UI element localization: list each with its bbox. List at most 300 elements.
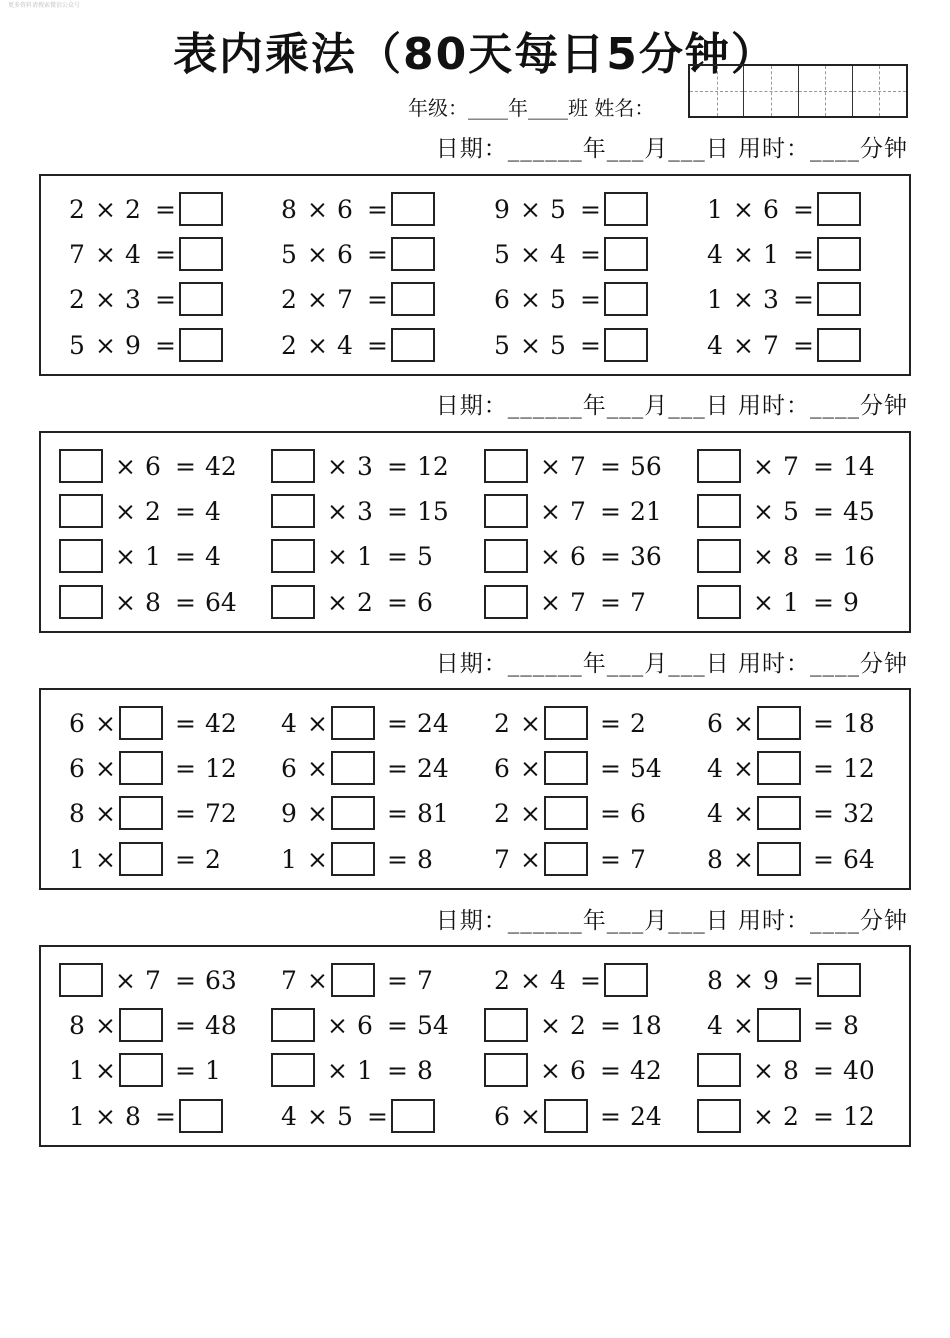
answer-box[interactable] [391,1099,435,1133]
multiplication-problem [484,840,684,880]
multiplication-problem [59,840,259,880]
answer-box[interactable] [484,585,528,619]
answer-box[interactable] [484,494,528,528]
answer-box[interactable] [757,842,801,876]
factor-value: 2 [69,285,85,314]
answer-box[interactable] [271,585,315,619]
answer-box[interactable] [119,706,163,740]
factor-value: 5 [550,285,566,314]
factor-value: 5 [494,240,510,269]
factor-value: 2 [125,195,141,224]
times-sign: × [95,1011,116,1040]
factor-value: 2 [494,709,510,738]
multiplication-problem [697,190,897,230]
times-sign: × [95,845,116,874]
times-sign: × [733,240,754,269]
factor-value: 2 [69,195,85,224]
factor-value: 8 [783,1056,799,1085]
times-sign: × [733,1011,754,1040]
product-value: 1 [205,1056,221,1085]
factor-value: 6 [337,240,353,269]
times-sign: × [733,799,754,828]
multiplication-problem [697,1097,897,1137]
multiplication-problem [271,492,471,532]
answer-box[interactable] [604,282,648,316]
factor-value: 1 [357,1056,373,1085]
factor-value: 4 [281,1102,297,1131]
answer-box[interactable] [697,1053,741,1087]
answer-box[interactable] [697,539,741,573]
answer-box[interactable] [817,963,861,997]
equals-sign: = [387,966,408,995]
equals-sign: = [600,799,621,828]
product-value: 2 [205,845,221,874]
multiplication-problem [271,704,471,744]
answer-box[interactable] [757,751,801,785]
factor-value: 1 [69,845,85,874]
times-sign: × [95,1056,116,1085]
product-value: 54 [630,754,662,783]
answer-box[interactable] [697,585,741,619]
times-sign: × [520,331,541,360]
answer-box[interactable] [271,539,315,573]
multiplication-problem [697,704,897,744]
multiplication-problem [59,235,259,275]
answer-box[interactable] [271,449,315,483]
exercise-box [39,945,911,1147]
times-sign: × [327,1011,348,1040]
product-value: 63 [205,966,237,995]
answer-box[interactable] [604,192,648,226]
factor-value: 6 [763,195,779,224]
times-sign: × [520,754,541,783]
factor-value: 8 [145,588,161,617]
answer-box[interactable] [697,1099,741,1133]
answer-box[interactable] [757,706,801,740]
multiplication-problem [484,961,684,1001]
equals-sign: = [600,542,621,571]
answer-box[interactable] [544,1099,588,1133]
answer-box[interactable] [179,237,223,271]
factor-value: 9 [281,799,297,828]
answer-box[interactable] [119,796,163,830]
multiplication-problem [484,280,684,320]
answer-box[interactable] [817,282,861,316]
factor-value: 2 [145,497,161,526]
times-sign: × [540,452,561,481]
times-sign: × [733,966,754,995]
factor-value: 8 [125,1102,141,1131]
factor-value: 4 [550,240,566,269]
factor-value: 7 [763,331,779,360]
product-value: 42 [630,1056,662,1085]
answer-box[interactable] [179,282,223,316]
equals-sign: = [813,1011,834,1040]
times-sign: × [307,709,328,738]
times-sign: × [115,497,136,526]
problem-row [41,235,909,275]
times-sign: × [307,754,328,783]
answer-box[interactable] [119,1053,163,1087]
equals-sign: = [175,497,196,526]
times-sign: × [733,195,754,224]
multiplication-problem [697,961,897,1001]
problem-row [41,1051,909,1091]
times-sign: × [327,452,348,481]
equals-sign: = [580,331,601,360]
product-value: 45 [843,497,875,526]
multiplication-problem [271,235,471,275]
equals-sign: = [793,966,814,995]
equals-sign: = [367,240,388,269]
product-value: 21 [630,497,662,526]
answer-box[interactable] [119,751,163,785]
equals-sign: = [813,754,834,783]
times-sign: × [327,542,348,571]
product-value: 72 [205,799,237,828]
answer-box[interactable] [331,842,375,876]
multiplication-problem [484,537,684,577]
product-value: 8 [417,845,433,874]
answer-box[interactable] [391,282,435,316]
watermark: 更多资料请搜索微信公众号 [8,2,81,9]
product-value: 42 [205,709,237,738]
factor-value: 1 [69,1056,85,1085]
multiplication-problem [484,326,684,366]
equals-sign: = [580,240,601,269]
factor-value: 4 [281,709,297,738]
multiplication-problem [697,280,897,320]
times-sign: × [520,285,541,314]
factor-value: 1 [357,542,373,571]
answer-box[interactable] [179,192,223,226]
answer-box[interactable] [484,1008,528,1042]
factor-value: 7 [337,285,353,314]
factor-value: 3 [357,452,373,481]
multiplication-problem [59,961,259,1001]
product-value: 7 [630,845,646,874]
answer-box[interactable] [179,1099,223,1133]
equals-sign: = [813,845,834,874]
answer-box[interactable] [59,494,103,528]
product-value: 4 [205,542,221,571]
times-sign: × [95,754,116,783]
times-sign: × [95,709,116,738]
problem-row [41,280,909,320]
equals-sign: = [155,1102,176,1131]
factor-value: 1 [707,285,723,314]
factor-value: 5 [783,497,799,526]
answer-box[interactable] [544,706,588,740]
multiplication-problem [271,537,471,577]
answer-box[interactable] [484,539,528,573]
equals-sign: = [175,452,196,481]
multiplication-problem [484,235,684,275]
name-cell[interactable] [690,66,744,116]
equals-sign: = [367,1102,388,1131]
factor-value: 7 [783,452,799,481]
product-value: 7 [417,966,433,995]
product-value: 64 [843,845,875,874]
equals-sign: = [175,709,196,738]
times-sign: × [115,452,136,481]
product-value: 42 [205,452,237,481]
times-sign: × [520,845,541,874]
product-value: 12 [843,754,875,783]
multiplication-problem [59,583,259,623]
factor-value: 2 [494,799,510,828]
times-sign: × [520,240,541,269]
answer-box[interactable] [59,449,103,483]
product-value: 48 [205,1011,237,1040]
answer-box[interactable] [391,237,435,271]
answer-box[interactable] [544,751,588,785]
product-value: 64 [205,588,237,617]
equals-sign: = [367,285,388,314]
times-sign: × [540,497,561,526]
equals-sign: = [813,1056,834,1085]
equals-sign: = [175,1056,196,1085]
multiplication-problem [271,794,471,834]
multiplication-problem [484,492,684,532]
factor-value: 8 [281,195,297,224]
factor-value: 4 [707,754,723,783]
product-value: 56 [630,452,662,481]
answer-box[interactable] [391,328,435,362]
equals-sign: = [813,542,834,571]
equals-sign: = [387,588,408,617]
times-sign: × [520,709,541,738]
answer-box[interactable] [271,494,315,528]
problem-row [41,704,909,744]
answer-box[interactable] [544,796,588,830]
times-sign: × [733,331,754,360]
multiplication-problem [697,749,897,789]
problem-row [41,326,909,366]
equals-sign: = [387,1056,408,1085]
times-sign: × [327,588,348,617]
multiplication-problem [271,1097,471,1137]
factor-value: 1 [783,588,799,617]
times-sign: × [733,754,754,783]
answer-box[interactable] [331,963,375,997]
equals-sign: = [387,452,408,481]
product-value: 4 [205,497,221,526]
equals-sign: = [387,709,408,738]
multiplication-problem [484,1051,684,1091]
equals-sign: = [155,240,176,269]
equals-sign: = [600,1056,621,1085]
factor-value: 4 [707,240,723,269]
product-value: 16 [843,542,875,571]
answer-box[interactable] [757,1008,801,1042]
equals-sign: = [813,588,834,617]
multiplication-problem [697,1006,897,1046]
factor-value: 5 [281,240,297,269]
answer-box[interactable] [59,963,103,997]
factor-value: 8 [69,1011,85,1040]
answer-box[interactable] [484,1053,528,1087]
multiplication-problem [59,326,259,366]
answer-box[interactable] [331,751,375,785]
equals-sign: = [600,1011,621,1040]
multiplication-problem [484,749,684,789]
factor-value: 4 [707,331,723,360]
factor-value: 1 [707,195,723,224]
answer-box[interactable] [697,449,741,483]
multiplication-problem [271,326,471,366]
multiplication-problem [59,190,259,230]
date-time-line: 日期：______年___月___日 用时：____分钟 [435,136,908,162]
equals-sign: = [367,195,388,224]
product-value: 14 [843,452,875,481]
answer-box[interactable] [271,1008,315,1042]
factor-value: 4 [707,799,723,828]
answer-box[interactable] [757,796,801,830]
multiplication-problem [484,190,684,230]
factor-value: 6 [69,709,85,738]
factor-value: 1 [281,845,297,874]
equals-sign: = [580,195,601,224]
answer-box[interactable] [59,539,103,573]
answer-box[interactable] [604,328,648,362]
multiplication-problem [59,794,259,834]
times-sign: × [733,285,754,314]
times-sign: × [327,497,348,526]
factor-value: 9 [763,966,779,995]
multiplication-problem [484,1006,684,1046]
product-value: 54 [417,1011,449,1040]
times-sign: × [327,1056,348,1085]
product-value: 9 [843,588,859,617]
times-sign: × [540,588,561,617]
multiplication-problem [271,583,471,623]
answer-box[interactable] [271,1053,315,1087]
multiplication-problem [697,840,897,880]
multiplication-problem [271,280,471,320]
name-cell[interactable] [799,66,853,116]
product-value: 12 [205,754,237,783]
factor-value: 2 [281,285,297,314]
multiplication-problem [271,840,471,880]
date-time-line: 日期：______年___月___日 用时：____分钟 [435,651,908,677]
multiplication-problem [271,447,471,487]
factor-value: 6 [357,1011,373,1040]
factor-value: 3 [357,497,373,526]
answer-box[interactable] [484,449,528,483]
multiplication-problem [271,961,471,1001]
multiplication-problem [271,190,471,230]
multiplication-problem [697,1051,897,1091]
multiplication-problem [59,1006,259,1046]
factor-value: 6 [570,1056,586,1085]
answer-box[interactable] [817,192,861,226]
answer-box[interactable] [391,192,435,226]
name-cell[interactable] [744,66,798,116]
answer-box[interactable] [604,237,648,271]
multiplication-problem [59,1051,259,1091]
times-sign: × [95,799,116,828]
answer-box[interactable] [604,963,648,997]
product-value: 32 [843,799,875,828]
factor-value: 5 [337,1102,353,1131]
equals-sign: = [155,195,176,224]
equals-sign: = [580,285,601,314]
equals-sign: = [387,1011,408,1040]
multiplication-problem [697,492,897,532]
answer-box[interactable] [119,1008,163,1042]
name-cell[interactable] [853,66,906,116]
product-value: 6 [630,799,646,828]
factor-value: 8 [707,845,723,874]
factor-value: 3 [125,285,141,314]
product-value: 2 [630,709,646,738]
answer-box[interactable] [331,706,375,740]
factor-value: 6 [145,452,161,481]
product-value: 24 [417,754,449,783]
equals-sign: = [175,966,196,995]
times-sign: × [753,1102,774,1131]
times-sign: × [115,588,136,617]
factor-value: 6 [281,754,297,783]
product-value: 18 [630,1011,662,1040]
times-sign: × [753,497,774,526]
times-sign: × [95,1102,116,1131]
times-sign: × [753,588,774,617]
answer-box[interactable] [697,494,741,528]
factor-value: 4 [125,240,141,269]
exercise-box [39,174,911,376]
multiplication-problem [271,1051,471,1091]
answer-box[interactable] [544,842,588,876]
equals-sign: = [793,195,814,224]
product-value: 24 [417,709,449,738]
multiplication-problem [484,447,684,487]
answer-box[interactable] [817,328,861,362]
answer-box[interactable] [179,328,223,362]
name-writing-grid[interactable] [688,64,908,118]
multiplication-problem [697,235,897,275]
answer-box[interactable] [331,796,375,830]
answer-box[interactable] [817,237,861,271]
equals-sign: = [387,497,408,526]
answer-box[interactable] [119,842,163,876]
multiplication-problem [59,447,259,487]
factor-value: 4 [707,1011,723,1040]
times-sign: × [95,195,116,224]
factor-value: 9 [494,195,510,224]
times-sign: × [95,285,116,314]
product-value: 6 [417,588,433,617]
product-value: 36 [630,542,662,571]
page-title: 表内乘法（80天每日5分钟） [173,29,777,80]
equals-sign: = [175,845,196,874]
equals-sign: = [813,799,834,828]
problem-row [41,583,909,623]
times-sign: × [115,542,136,571]
factor-value: 6 [494,754,510,783]
factor-value: 7 [570,497,586,526]
equals-sign: = [155,331,176,360]
factor-value: 9 [125,331,141,360]
multiplication-problem [697,447,897,487]
equals-sign: = [793,240,814,269]
equals-sign: = [367,331,388,360]
factor-value: 2 [783,1102,799,1131]
answer-box[interactable] [59,585,103,619]
product-value: 5 [417,542,433,571]
problem-row [41,537,909,577]
